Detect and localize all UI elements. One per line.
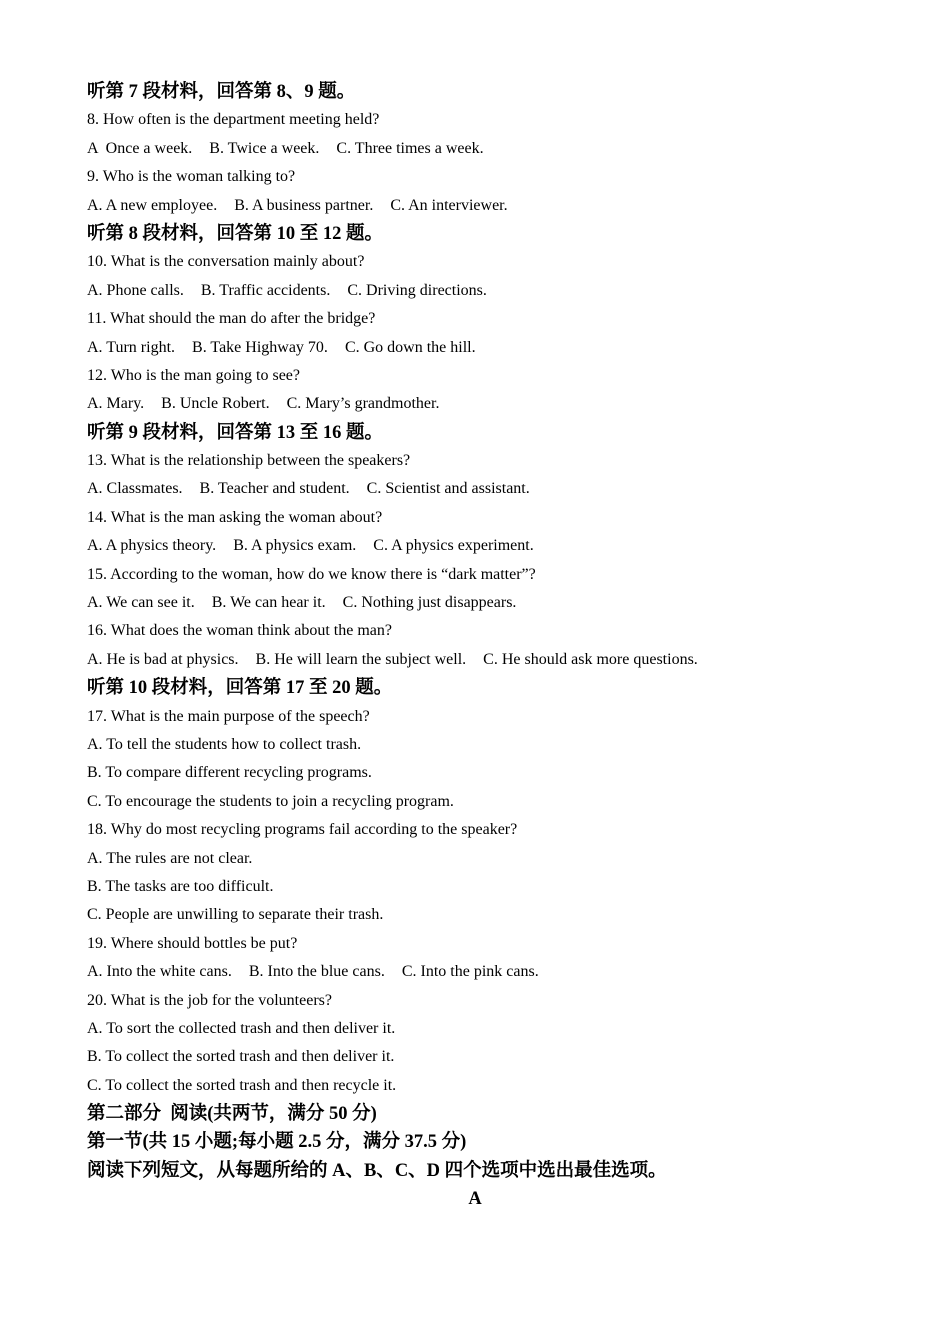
- question-line: 16. What does the woman think about the man?: [87, 622, 392, 640]
- question-line: 14. What is the man asking the woman about?: [87, 508, 383, 526]
- option: C. A physics experiment.: [373, 537, 534, 555]
- question-line: 20. What is the job for the volunteers?: [87, 991, 332, 1009]
- options-row: [87, 646, 887, 674]
- question-line: 17. What is the main purpose of the speech?: [87, 707, 370, 725]
- question-line: A. The rules are not clear.: [87, 849, 253, 867]
- option: A. Mary.: [87, 395, 145, 413]
- section-heading: 听第 10 段材料，回答第 17 至 20 题。: [87, 678, 393, 699]
- option: C. Nothing just disappears.: [342, 594, 517, 612]
- option: C. Three times a week.: [336, 139, 484, 157]
- option: A. Into the white cans.: [87, 963, 232, 981]
- option: C. Go down the hill.: [344, 338, 476, 356]
- option: A. We can see it.: [87, 594, 195, 612]
- question-line: 13. What is the relationship between the speakers?: [87, 452, 411, 470]
- options-row: [87, 532, 887, 560]
- question-line: 15. According to the woman, how do we know there is “dark matter”?: [87, 565, 536, 583]
- option: B. He will learn the subject well.: [255, 650, 467, 668]
- question-line: A. To sort the collected trash and then deliver it.: [87, 1019, 396, 1037]
- question-line: A. To tell the students how to collect trash.: [87, 735, 362, 753]
- question-line: B. The tasks are too difficult.: [87, 877, 274, 895]
- option: B. A physics exam.: [233, 537, 357, 555]
- question-line: 8. How often is the department meeting held?: [87, 111, 380, 129]
- question-line: C. To encourage the students to join a recycling program.: [87, 792, 454, 810]
- option: B. Traffic accidents.: [200, 281, 331, 299]
- option: C. Scientist and assistant.: [366, 480, 530, 498]
- option: B. Into the blue cans.: [248, 963, 385, 981]
- options-row: [87, 390, 887, 418]
- question-line: B. To compare different recycling programs.: [87, 764, 372, 782]
- options-row: [87, 277, 887, 305]
- question-line: C. To collect the sorted trash and then recycle it.: [87, 1076, 397, 1094]
- option: B. Uncle Robert.: [161, 395, 270, 413]
- section-heading: 阅读下列短文，从每题所给的 A、B、C、D 四个选项中选出最佳选项。: [87, 1160, 667, 1181]
- options-row: [87, 135, 887, 163]
- options-row: [87, 958, 887, 986]
- passage-label: A: [468, 1189, 482, 1210]
- section-heading: 听第 7 段材料，回答第 8、9 题。: [87, 82, 356, 102]
- question-line: 9. Who is the woman talking to?: [87, 168, 296, 186]
- options-row: [87, 192, 887, 220]
- option: A. Turn right.: [87, 338, 176, 356]
- option: C. An interviewer.: [390, 196, 508, 214]
- question-line: 12. Who is the man going to see?: [87, 366, 300, 384]
- option: B. A business partner.: [234, 196, 374, 214]
- option: A. A new employee.: [87, 196, 218, 214]
- question-line: 11. What should the man do after the bridge?: [87, 310, 376, 328]
- option: A. Classmates.: [87, 480, 183, 498]
- option: B. Take Highway 70.: [192, 338, 328, 356]
- option: C. Mary’s grandmother.: [286, 395, 440, 413]
- option: B. Twice a week.: [209, 139, 320, 157]
- options-row: [87, 475, 887, 503]
- question-line: B. To collect the sorted trash and then deliver it.: [87, 1048, 395, 1066]
- options-row: [87, 589, 887, 617]
- options-row: [87, 334, 887, 362]
- option: C. Into the pink cans.: [401, 963, 539, 981]
- section-heading: 听第 8 段材料，回答第 10 至 12 题。: [87, 223, 384, 244]
- question-line: 18. Why do most recycling programs fail according to the speaker?: [87, 821, 518, 839]
- section-heading: 听第 9 段材料，回答第 13 至 16 题。: [87, 422, 384, 443]
- question-line: 19. Where should bottles be put?: [87, 934, 298, 952]
- question-line: 10. What is the conversation mainly about?: [87, 253, 365, 271]
- option: A. He is bad at physics.: [87, 650, 239, 668]
- option: A. A physics theory.: [87, 537, 217, 555]
- option: A. Phone calls.: [87, 281, 184, 299]
- option: C. He should ask more questions.: [483, 650, 698, 668]
- section-heading: 第一节(共 15 小题;每小题 2.5 分，满分 37.5 分): [87, 1132, 467, 1153]
- option: B. Teacher and student.: [199, 480, 350, 498]
- option: A Once a week.: [87, 139, 193, 157]
- section-heading: 第二部分 阅读(共两节，满分 50 分): [87, 1104, 377, 1125]
- question-line: C. People are unwilling to separate their trash.: [87, 906, 384, 924]
- option: B. We can hear it.: [211, 594, 326, 612]
- option: C. Driving directions.: [347, 281, 487, 299]
- exam-page: [87, 78, 887, 1214]
